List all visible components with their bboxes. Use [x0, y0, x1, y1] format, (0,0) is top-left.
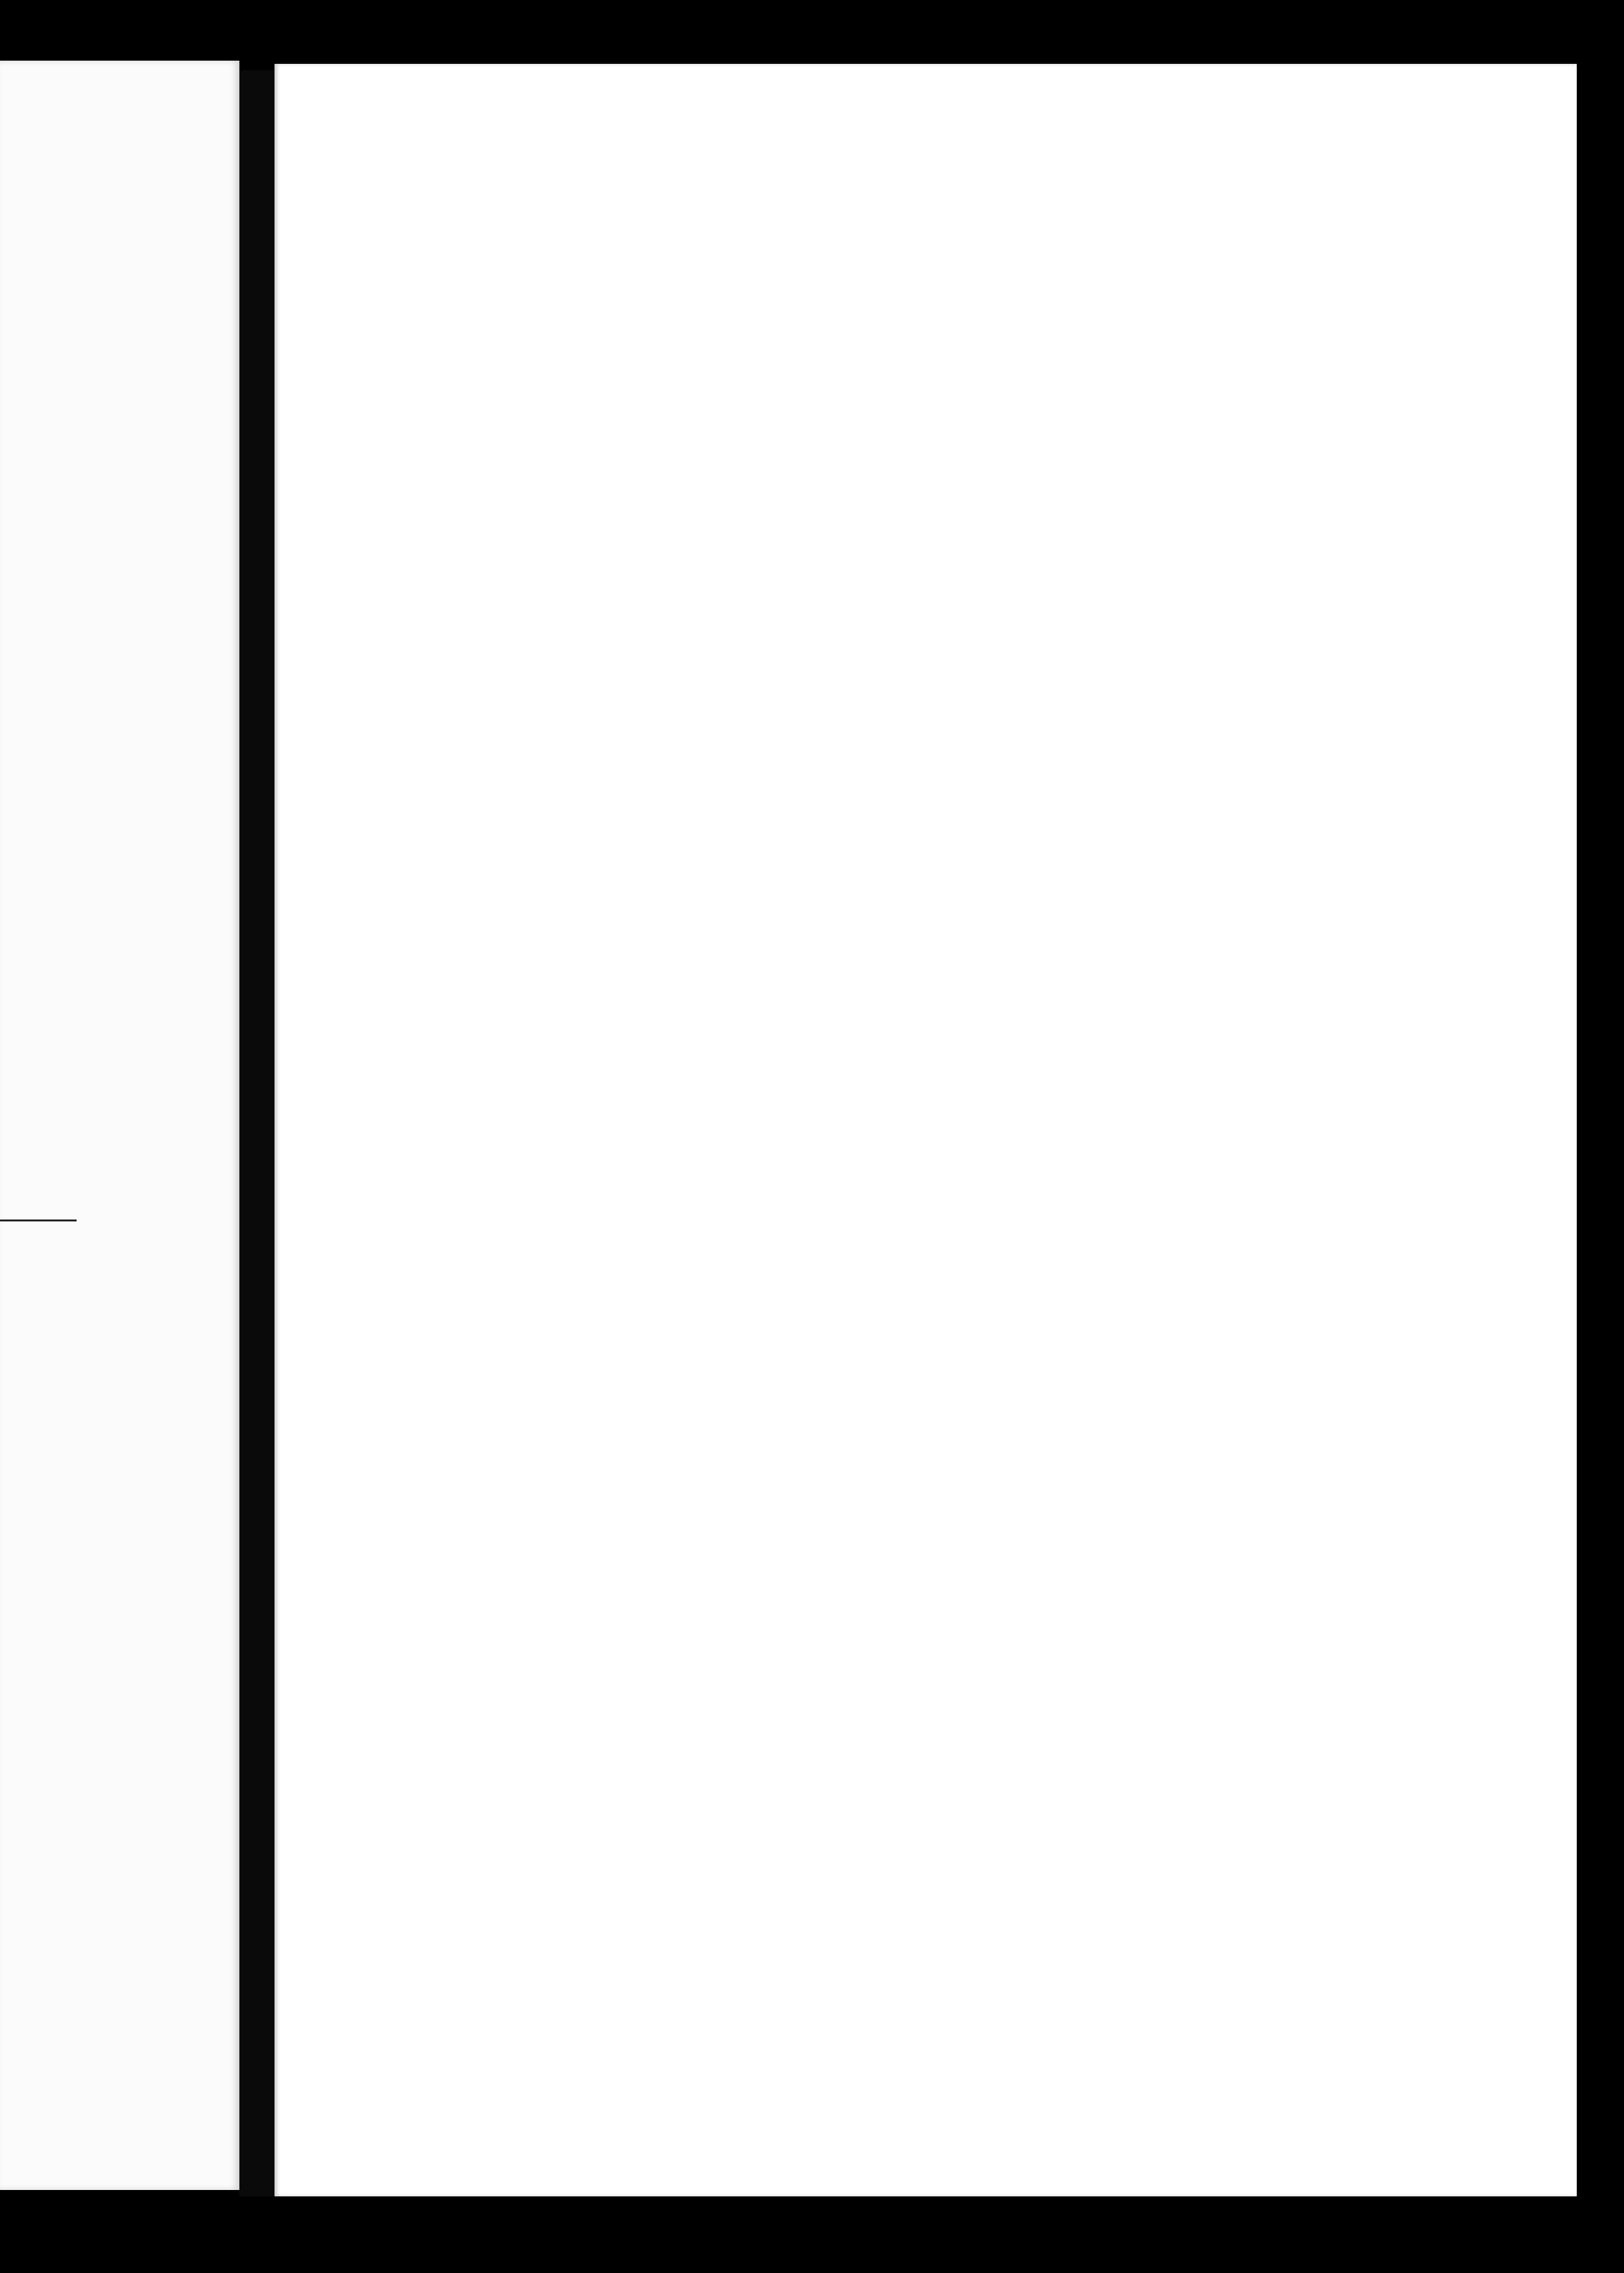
facing-page	[0, 61, 239, 2190]
page	[274, 64, 1577, 2196]
book-gutter	[239, 70, 274, 2196]
facing-page-rule	[0, 1220, 77, 1221]
